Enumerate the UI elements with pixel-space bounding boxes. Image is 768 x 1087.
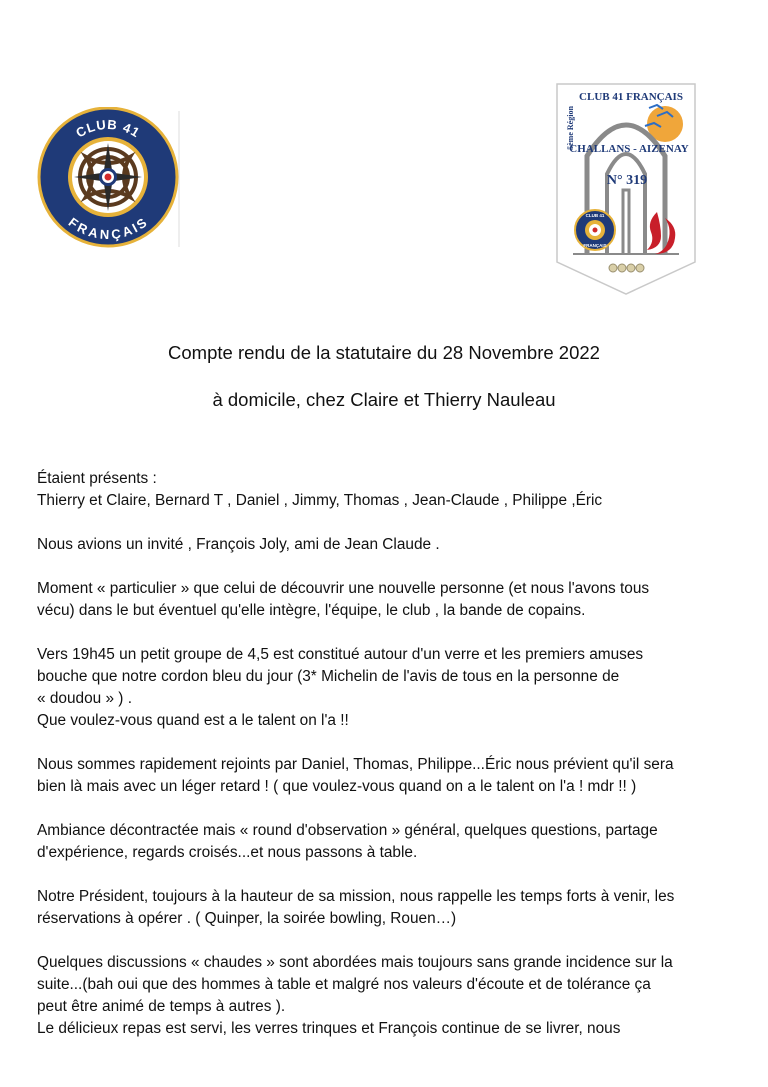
text-line: Notre Président, toujours à la hauteur de sa mission, nous rappelle les temps forts à venir, les — [37, 888, 675, 905]
text-line: Que voulez-vous quand est a le talent on l'a !! — [37, 712, 349, 729]
text-line: Nous avions un invité , François Joly, ami de Jean Claude . — [37, 536, 440, 553]
text-line: peut être animé de temps à autres ). — [37, 998, 286, 1015]
text-line: Le délicieux repas est servi, les verres trinques et François continue de se livrer, nous — [37, 1020, 621, 1037]
text-line: d'expérience, regards croisés...et nous passons à table. — [37, 844, 418, 861]
pennant-number-label: N° 319 — [606, 173, 648, 188]
text-line: Ambiance décontractée mais « round d'observation » général, quelques questions, partage — [37, 822, 658, 839]
logo-left-ring-top: CLUB 41 — [73, 116, 143, 141]
paragraph-arrivals — [37, 754, 737, 798]
text-line: Nous sommes rapidement rejoints par Daniel, Thomas, Philippe...Éric nous prévient qu'il sera — [37, 756, 674, 773]
club41-challans-pennant — [553, 82, 699, 296]
logo-left-ring-bottom: FRANÇAIS — [65, 214, 151, 243]
svg-text:CLUB 41 — [73, 117, 143, 141]
report-title: Compte rendu de la statutaire du 28 Novembre 2022 — [168, 342, 600, 363]
attendees-list: Thierry et Claire, Bernard T , Daniel , Jimmy, Thomas , Jean-Claude , Philippe ,Éric — [37, 492, 603, 509]
text-line: suite...(bah oui que des hommes à table et malgré nos valeurs d'écoute et de tolérance ça — [37, 976, 651, 993]
text-line: bouche que notre cordon bleu du jour (3* Michelin de l'avis de tous en la personne de — [37, 668, 620, 685]
text-line: bien là mais avec un léger retard ! ( que voulez-vous quand on a le talent on l'a ! mdr !! ) — [37, 778, 637, 795]
paragraph-guest — [37, 534, 737, 556]
text-line: réservations à opérer . ( Quinper, la soirée bowling, Rouen…) — [37, 910, 457, 927]
report-subtitle: à domicile, chez Claire et Thierry Nauleau — [212, 389, 556, 410]
club41-logo-left — [36, 107, 182, 249]
pennant-mini-top: CLUB 41 — [585, 213, 605, 218]
pennant-mini-bottom: FRANÇAIS — [583, 243, 607, 248]
text-line: « doudou » ) . — [37, 690, 132, 707]
pennant-town-label: CHALLANS - AIZENAY — [569, 143, 689, 155]
paragraph-aperitif — [37, 644, 737, 732]
attendees-heading: Étaient présents : — [37, 470, 157, 487]
paragraph-discussions — [37, 952, 737, 1040]
pennant-top-label: CLUB 41 FRANÇAIS — [579, 91, 683, 103]
paragraph-ambiance — [37, 820, 737, 864]
text-line: Moment « particulier » que celui de découvrir une nouvelle personne (et nous l'avons tous — [37, 580, 650, 597]
text-line: vécu) dans le but éventuel qu'elle intègre, l'équipe, le club , la bande de copains. — [37, 602, 586, 619]
report-body — [37, 468, 737, 1040]
text-line: Vers 19h45 un petit groupe de 4,5 est constitué autour d'un verre et les premiers amuses — [37, 646, 644, 663]
pennant-side-label: 5ème Région — [566, 106, 575, 150]
text-line: Quelques discussions « chaudes » sont abordées mais toujours sans grande incidence sur la — [37, 954, 673, 971]
paragraph-attendees — [37, 468, 737, 512]
paragraph-moment — [37, 578, 737, 622]
paragraph-president — [37, 886, 737, 930]
svg-text:FRANÇAIS — [66, 215, 151, 243]
